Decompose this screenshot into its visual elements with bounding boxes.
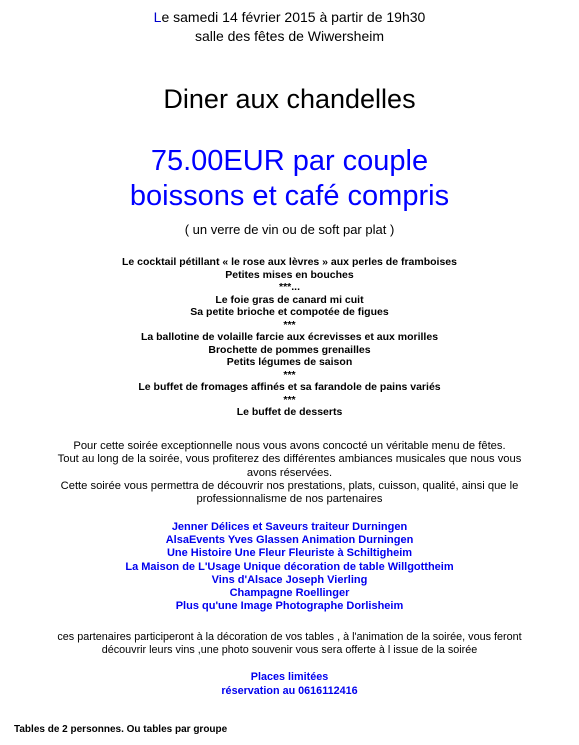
drinks-included-line: boissons et café compris bbox=[129, 180, 450, 212]
partner-item: Plus qu'une Image Photographe Dorlisheim bbox=[175, 600, 404, 613]
description-line: Tout au long de la soirée, vous profiterez des différentes ambiances musicales que nous vous bbox=[57, 453, 522, 466]
menu-item: Brochette de pommes grenailles bbox=[208, 343, 371, 356]
limited-places: Places limitées bbox=[250, 671, 329, 683]
description-line: Cette soirée vous permettra de découvrir nos prestations, plats, cuisson, qualité, ainsi que le bbox=[60, 479, 519, 492]
description bbox=[0, 440, 579, 506]
partner-item: Jenner Délices et Saveurs traiteur Durningen bbox=[171, 521, 408, 533]
menu-item: Le buffet de desserts bbox=[236, 406, 343, 418]
partner-item: AlsaEvents Yves Glassen Animation Durningen bbox=[165, 534, 414, 547]
menu-separator: *** bbox=[283, 393, 296, 406]
menu-separator: ***... bbox=[278, 281, 300, 293]
event-date bbox=[0, 9, 579, 25]
page-title: Diner aux chandelles bbox=[163, 84, 416, 114]
partner-item: Champagne Roellinger bbox=[229, 587, 350, 600]
partner-item: Une Histoire Une Fleur Fleuriste à Schiltigheim bbox=[166, 547, 413, 560]
description-line: Pour cette soirée exceptionnelle nous vous avons concocté un véritable menu de fêtes. bbox=[73, 440, 506, 452]
description-line: avons réservées. bbox=[246, 466, 333, 479]
menu-item: Le buffet de fromages affinés et sa farandole de pains variés bbox=[138, 381, 441, 393]
drinks-note: ( un verre de vin ou de soft par plat ) bbox=[184, 222, 395, 237]
partners-note bbox=[0, 631, 579, 657]
partners-note-line: ces partenaires participeront à la décoration de vos tables , à l'animation de la soirée, vous feront bbox=[57, 631, 522, 643]
event-venue: salle des fêtes de Wiwersheim bbox=[194, 28, 385, 44]
partner-item: La Maison de L'Usage Unique décoration de table Willgottheim bbox=[125, 560, 454, 573]
price-line: 75.00EUR par couple bbox=[150, 145, 429, 177]
menu-separator: *** bbox=[283, 368, 296, 381]
partners-list bbox=[0, 521, 579, 613]
date-first-letter: L bbox=[153, 9, 162, 25]
menu-list bbox=[0, 256, 579, 419]
menu-separator: *** bbox=[283, 318, 296, 331]
partner-item: Vins d'Alsace Joseph Vierling bbox=[211, 573, 368, 586]
partners-note-line: découvrir leurs vins ,une photo souvenir vous sera offerte à l issue de la soirée bbox=[101, 644, 478, 657]
menu-item: Sa petite brioche et compotée de figues bbox=[190, 306, 389, 318]
menu-item: Le foie gras de canard mi cuit bbox=[215, 293, 364, 306]
menu-item: Petites mises en bouches bbox=[225, 268, 354, 281]
menu-item: Le cocktail pétillant « le rose aux lèvres » aux perles de framboises bbox=[122, 256, 457, 268]
description-line: professionnalisme de nos partenaires bbox=[196, 493, 383, 506]
date-text: e samedi 14 février 2015 à partir de 19h30 bbox=[161, 9, 426, 25]
tables-note: Tables de 2 personnes. Ou tables par groupe bbox=[14, 724, 228, 735]
menu-item: Petits légumes de saison bbox=[226, 356, 353, 368]
menu-item: La ballotine de volaille farcie aux écrevisses et aux morilles bbox=[140, 331, 439, 343]
reservation-phone: réservation au 0616112416 bbox=[221, 685, 358, 697]
